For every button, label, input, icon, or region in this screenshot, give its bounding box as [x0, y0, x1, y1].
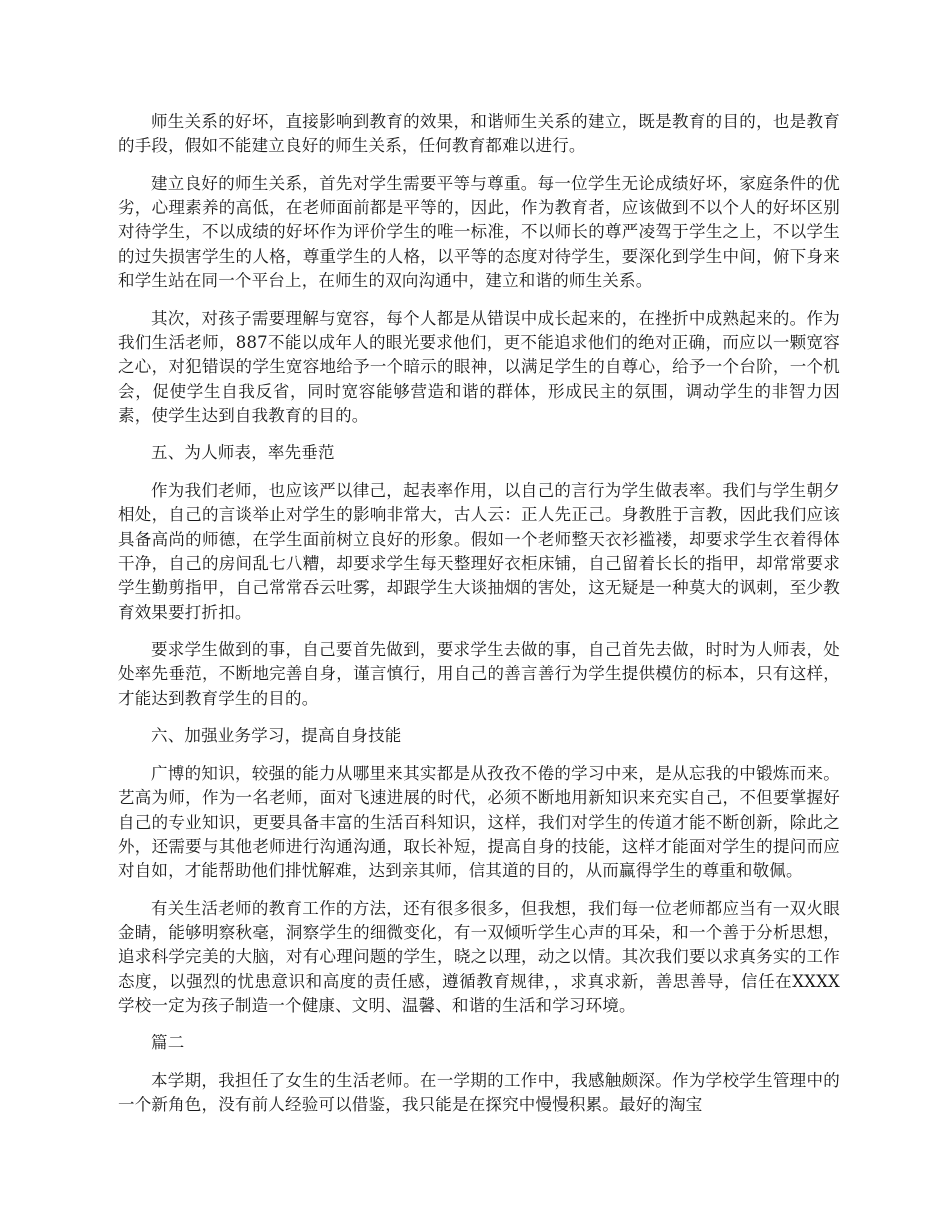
section-heading-six: 六、加强业务学习，提高自身技能	[151, 726, 402, 746]
paragraph-methods-summary: 有关生活老师的教育工作的方法，还有很多很多，但我想，我们每一位老师都应当有一双火眼金睛，能够明察秋毫，洞察学生的细微变化，有一双倾听学生心声的耳朵，和一个善于分析思想，追求科学完美的大脑，对有心理问题的学生，晓之以理，动之以情。其次我们要以求真务实的工作态度，以强烈的忧患意识和高度的责任感，遵循教育规律，，求真求新，善思善导，信任在XXXX学校一定为孩子制造一个健康、文明、温馨、和谐的生活和学习环境。	[118, 898, 840, 1015]
section-heading-part-two: 篇二	[151, 1033, 185, 1053]
paragraph-lead-by-example: 作为我们老师，也应该严以律己，起表率作用，以自己的言行为学生做表率。我们与学生朝夕相处，自己的言谈举止对学生的影响非常大，古人云：正人先正己。身教胜于言教，因此我们应该具备高尚的师德，在学生面前树立良好的形象。假如一个老师整天衣衫褴褛，却要求学生衣着得体干净，自己的房间乱七八糟，却要求学生每天整理好衣柜床铺，自己留着长长的指甲，却常常要求学生勤剪指甲，自己常常吞云吐雾，却跟学生大谈抽烟的害处，这无疑是一种莫大的讽刺，至少教育效果要打折扣。	[118, 481, 840, 622]
section-heading-five: 五、为人师表，率先垂范	[151, 443, 335, 463]
paragraph-do-first: 要求学生做到的事，自己要首先做到，要求学生去做的事，自己首先去做，时时为人师表，处处率先垂范，不断地完善自身，谨言慎行，用自己的善言善行为学生提供模仿的标本，只有这样，才能达到教育学生的目的。	[118, 640, 840, 708]
paragraph-teacher-student-relationship: 师生关系的好坏，直接影响到教育的效果，和谐师生关系的建立，既是教育的目的，也是教育的手段，假如不能建立良好的师生关系，任何教育都难以进行。	[118, 112, 840, 156]
paragraph-understanding-tolerance: 其次，对孩子需要理解与宽容，每个人都是从错误中成长起来的，在挫折中成熟起来的。作为我们生活老师，887不能以成年人的眼光要求他们，更不能追求他们的绝对正确，而应以一颗宽容之心，对犯错误的学生宽容地给予一个暗示的眼神，以满足学生的自尊心，给予一个台阶，一个机会，促使学生自我反省，同时宽容能够营造和谐的群体，形成民主的氛围，调动学生的非智力因素，使学生达到自我教育的目的。	[118, 308, 840, 425]
document-body	[118, 110, 840, 1131]
paragraph-equality-respect: 建立良好的师生关系，首先对学生需要平等与尊重。每一位学生无论成绩好坏，家庭条件的优劣，心理素养的高低，在老师面前都是平等的，因此，作为教育者，应该做到不以个人的好坏区别对待学生，不以成绩的好坏作为评价学生的唯一标准，不以师长的尊严凌驾于学生之上，不以学生的过失损害学生的人格，尊重学生的人格，以平等的态度对待学生，要深化到学生中间，俯下身来和学生站在同一个平台上，在师生的双向沟通中，建立和谐的师生关系。	[118, 173, 840, 291]
paragraph-broad-knowledge: 广博的知识，较强的能力从哪里来其实都是从孜孜不倦的学习中来，是从忘我的中锻炼而来。艺高为师，作为一名老师，面对飞速进展的时代，必须不断地用新知识来充实自己，不但要掌握好自己的专业知识，更要具备丰富的生活百科知识，这样，我们对学生的传道才能不断创新，除此之外，还需要与其他老师进行沟通沟通，取长补短，提高自身的技能，这样才能面对学生的提问而应对自如，才能帮助他们排忧解难，达到亲其师，信其道的目的，从而赢得学生的尊重和敬佩。	[118, 763, 840, 881]
paragraph-this-semester: 本学期，我担任了女生的生活老师。在一学期的工作中，我感触颇深。作为学校学生管理中的一个新角色，没有前人经验可以借鉴，我只能是在探究中慢慢积累。最好的淘宝	[118, 1071, 840, 1115]
